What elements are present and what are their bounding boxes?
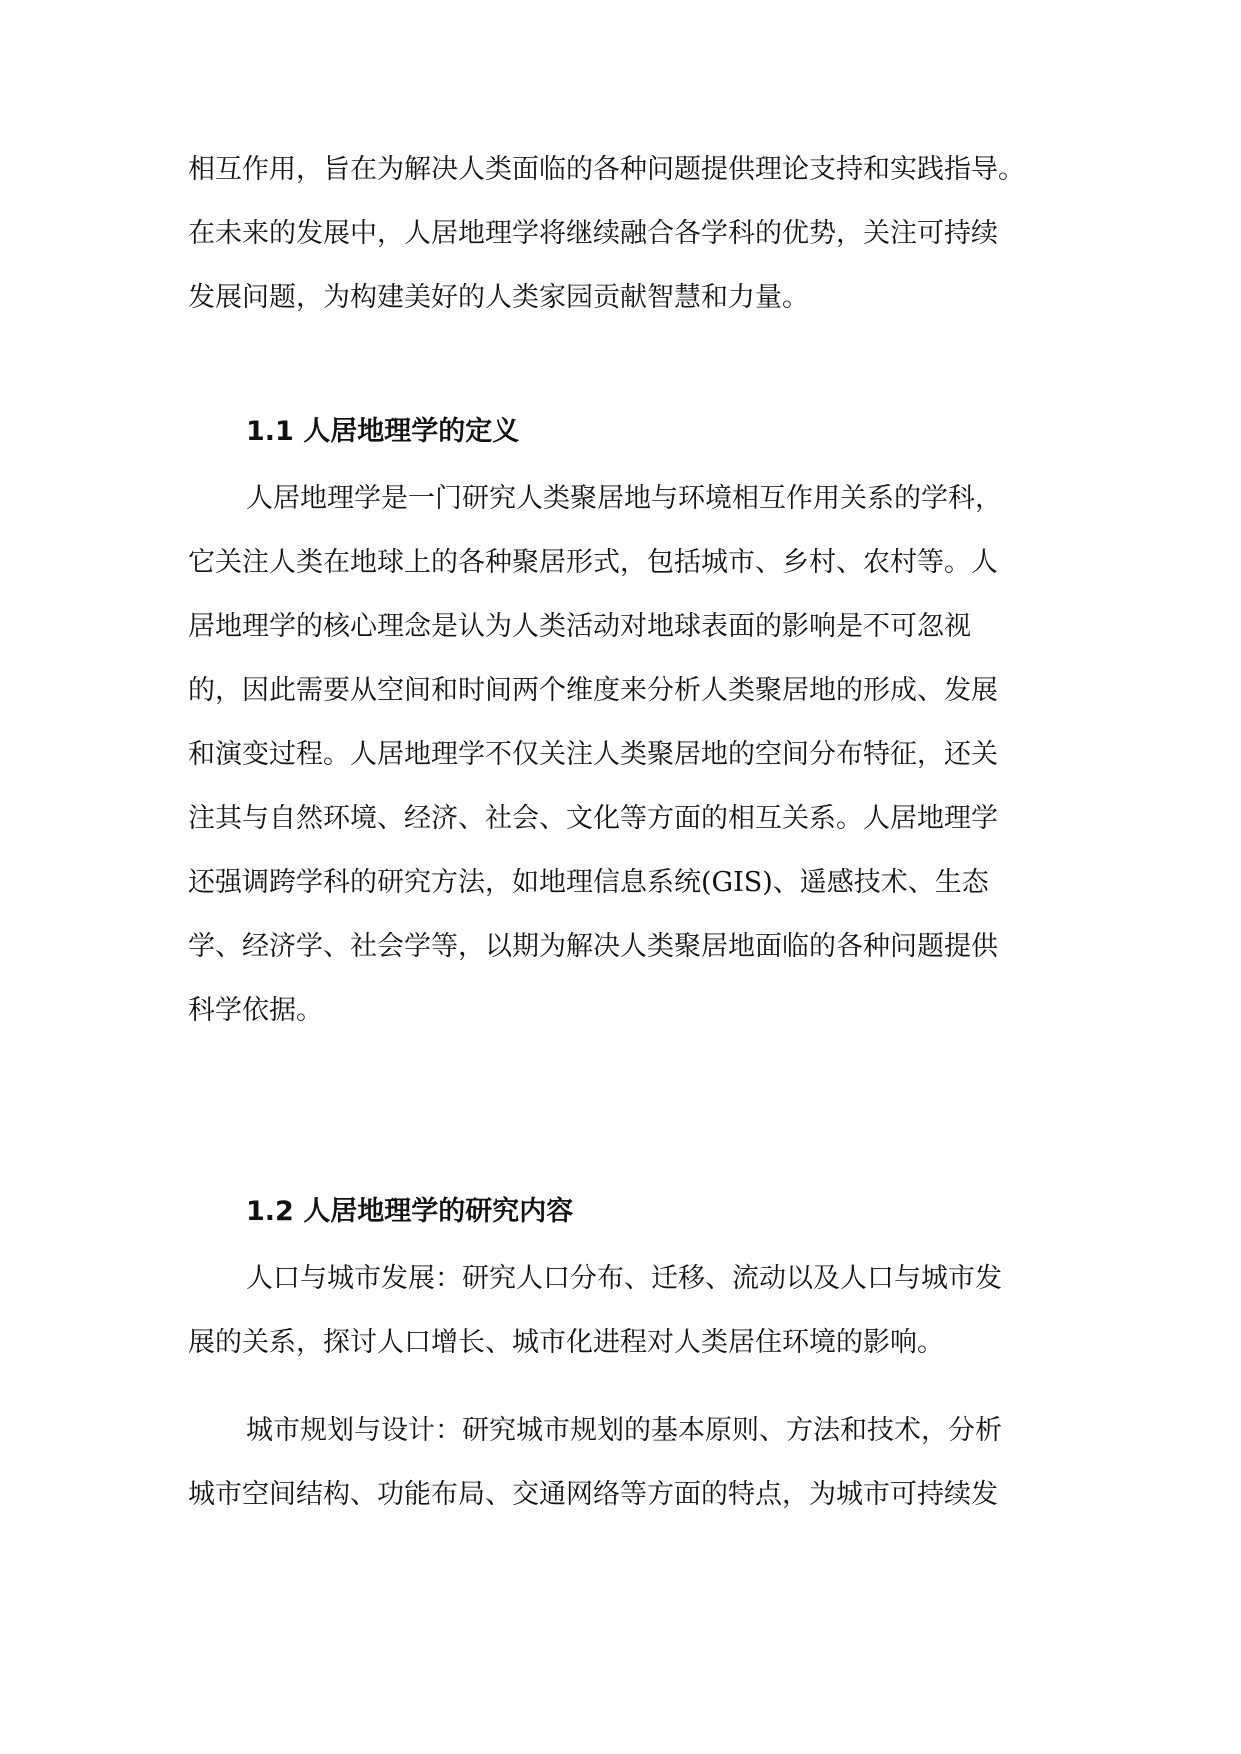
- definition-line: 科学依据。: [188, 995, 323, 1026]
- content-line: 展的关系，探讨人口增长、城市化进程对人类居住环境的影响。: [188, 1327, 944, 1358]
- definition-line: 和演变过程。人居地理学不仅关注人类聚居地的空间分布特征，还关: [188, 739, 998, 770]
- definition-line: 的，因此需要从空间和时间两个维度来分析人类聚居地的形成、发展: [188, 675, 998, 706]
- definition-line: 人居地理学是一门研究人类聚居地与环境相互作用关系的学科，: [246, 483, 1002, 514]
- intro-paragraph: [188, 138, 1088, 330]
- population-urban-paragraph: [188, 1247, 1088, 1375]
- content-line: 人口与城市发展：研究人口分布、迁移、流动以及人口与城市发: [246, 1263, 1002, 1294]
- content-line: 城市规划与设计：研究城市规划的基本原则、方法和技术，分析: [246, 1415, 1002, 1446]
- section-heading-1-2: 1.2 人居地理学的研究内容: [246, 1196, 574, 1227]
- section-heading-1-1: 1.1 人居地理学的定义: [246, 416, 520, 447]
- definition-line: 注其与自然环境、经济、社会、文化等方面的相互关系。人居地理学: [188, 803, 998, 834]
- intro-line: 发展问题，为构建美好的人类家园贡献智慧和力量。: [188, 282, 809, 313]
- definition-line: 学、经济学、社会学等，以期为解决人类聚居地面临的各种问题提供: [188, 931, 998, 962]
- definition-paragraph: [188, 467, 1088, 1043]
- intro-line: 相互作用，旨在为解决人类面临的各种问题提供理论支持和实践指导。: [188, 154, 1025, 185]
- definition-line: 居地理学的核心理念是认为人类活动对地球表面的影响是不可忽视: [188, 611, 971, 642]
- definition-line: 它关注人类在地球上的各种聚居形式，包括城市、乡村、农村等。人: [188, 547, 998, 578]
- content-line: 城市空间结构、功能布局、交通网络等方面的特点，为城市可持续发: [188, 1479, 998, 1510]
- intro-line: 在未来的发展中，人居地理学将继续融合各学科的优势，关注可持续: [188, 218, 998, 249]
- definition-line: 还强调跨学科的研究方法，如地理信息系统(GIS)、遥感技术、生态: [188, 867, 989, 898]
- urban-planning-paragraph: [188, 1399, 1088, 1527]
